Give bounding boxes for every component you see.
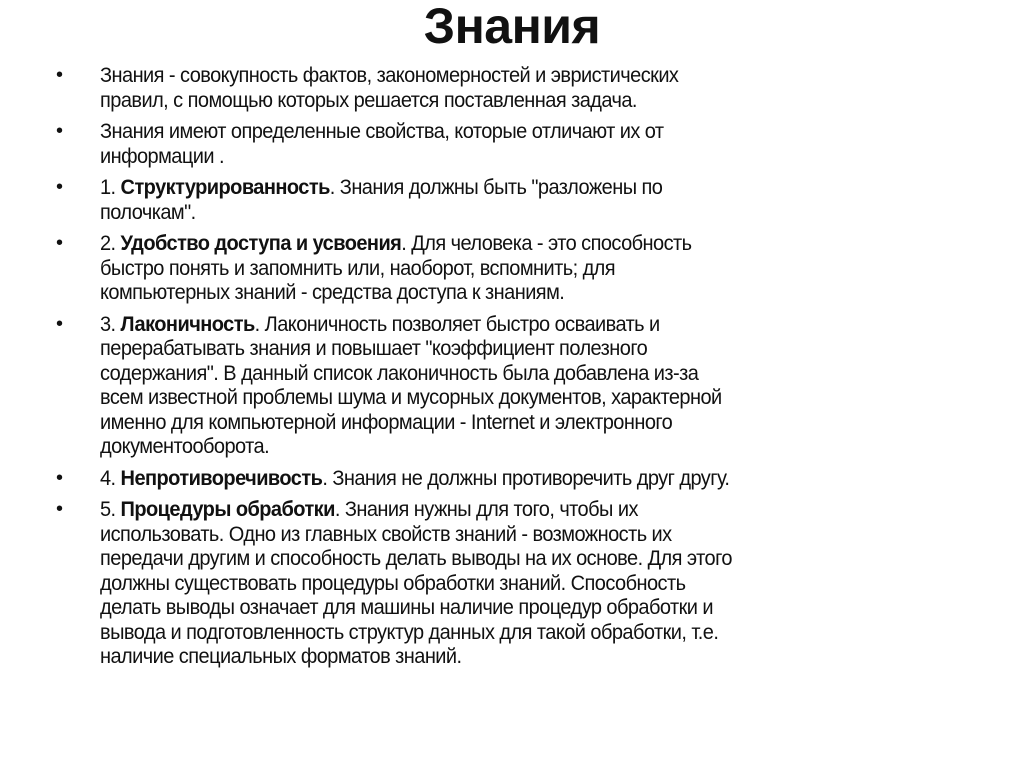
item-term: Лаконичность <box>120 311 255 336</box>
text-line: компьютерных знаний - средства доступа к знаниям. <box>100 280 565 304</box>
item-text: . Знания должны быть "разложены по <box>329 175 663 199</box>
item-text: . Для человека - это способность <box>401 231 692 255</box>
bullet-icon: • <box>56 120 64 142</box>
text-line: быстро понять и запомнить или, наоборот, вспомнить; для <box>100 255 616 280</box>
item-text: . Знания не должны противоречить друг другу. <box>322 465 730 490</box>
text-line: вывода и подготовленность структур данных для такой обработки, т.е. <box>100 619 719 644</box>
text-line <box>100 175 943 200</box>
text-line: наличие специальных форматов знаний. <box>100 644 462 668</box>
item-number: 3. <box>100 311 121 336</box>
bullet-icon: • <box>56 498 64 520</box>
item-number: 1. <box>100 175 121 199</box>
bullet-icon: • <box>56 176 64 198</box>
text-line: документооборота. <box>100 434 270 458</box>
text-line: использовать. Одно из главных свойств знаний - возможность их <box>100 521 672 546</box>
bullet-icon: • <box>56 312 64 335</box>
item-number: 4. <box>100 465 121 490</box>
text-line: именно для компьютерной информации - Internet и электронного <box>100 409 673 434</box>
text-line <box>100 466 943 491</box>
text-line <box>100 312 943 337</box>
text-line: правил, с помощью которых решается поставленная задача. <box>100 87 637 112</box>
list-item <box>56 466 1006 491</box>
list-item <box>56 119 1006 168</box>
text-line <box>100 497 943 522</box>
item-number: 2. <box>100 231 121 255</box>
slide-title: Знания <box>423 0 601 54</box>
bullet-icon: • <box>56 232 64 254</box>
text-line: делать выводы означает для машины наличие процедур обработки и <box>100 595 714 619</box>
list-item <box>56 63 1006 112</box>
text-line: содержания". В данный список лаконичность была добавлена из-за <box>100 360 699 385</box>
list-item <box>56 312 1006 459</box>
text-line: информации . <box>100 143 224 168</box>
list-item <box>56 497 1006 669</box>
item-text: . Знания нужны для того, чтобы их <box>334 497 638 521</box>
list-item <box>56 175 1006 224</box>
item-text: . Лаконичность позволяет быстро осваивать и <box>254 311 660 336</box>
bullet-icon: • <box>56 466 64 489</box>
text-line: полочкам". <box>100 199 196 224</box>
text-line: должны существовать процедуры обработки знаний. Способность <box>100 570 686 595</box>
item-term: Непротиворечивость <box>120 465 323 490</box>
item-number: 5. <box>100 497 121 521</box>
text-line <box>100 231 943 256</box>
text-line: всем известной проблемы шума и мусорных документов, характерной <box>100 385 722 409</box>
text-line: передачи другим и способность делать выводы на их основе. Для этого <box>100 546 732 570</box>
item-term: Процедуры обработки <box>120 497 335 521</box>
bullet-list <box>56 63 1006 676</box>
item-term: Удобство доступа и усвоения <box>120 231 402 255</box>
bullet-icon: • <box>56 64 64 86</box>
text-line: Знания имеют определенные свойства, которые отличают их от <box>100 119 664 143</box>
text-line: Знания - совокупность фактов, закономерностей и эвристических <box>100 63 679 87</box>
list-item <box>56 231 1006 305</box>
item-term: Структурированность <box>120 175 330 199</box>
text-line: перерабатывать знания и повышает "коэффициент полезного <box>100 336 648 360</box>
